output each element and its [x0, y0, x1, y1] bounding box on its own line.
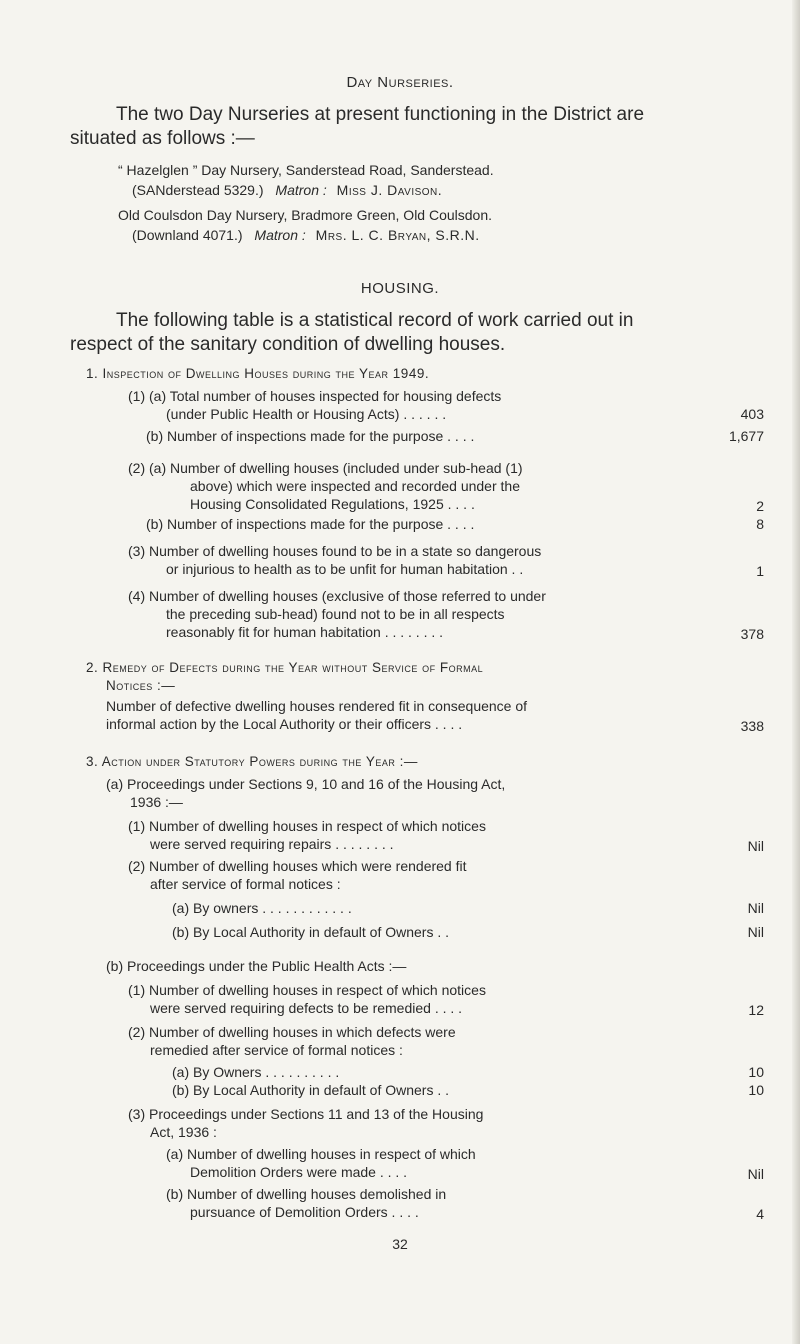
nursery-2-telephone: (Downland 4071.)	[132, 227, 243, 243]
s1-item1a-line1: (1) (a) Total number of houses inspected for housing defects	[128, 388, 502, 404]
s1-item2a-line1: (2) (a) Number of dwelling houses (included under sub-head (1)	[128, 460, 523, 476]
s3a-item2a-value: Nil	[747, 900, 764, 916]
s3b-item3-line1: (3) Proceedings under Sections 11 and 13 of the Housing	[128, 1106, 484, 1122]
s3b-item2-line1: (2) Number of dwelling houses in which defects were	[128, 1024, 456, 1040]
s3b-item1-line1: (1) Number of dwelling houses in respect of which notices	[128, 982, 486, 998]
s1-item2a-line3: Housing Consolidated Regulations, 1925 . . . .	[190, 496, 475, 512]
s2-value: 338	[740, 718, 764, 734]
s1-item4-line3: reasonably fit for human habitation . . . . . . . .	[166, 624, 444, 640]
s1-item3-value: 1	[756, 563, 764, 579]
section-2-title-line1: 2. Remedy of Defects during the Year without Service of Formal	[86, 660, 484, 675]
s3b-item3-line2: Act, 1936 :	[150, 1124, 217, 1140]
s3a-item1-line1: (1) Number of dwelling houses in respect of which notices	[128, 818, 486, 834]
nursery-2-contact	[132, 227, 480, 243]
s3b-item3b-line2: pursuance of Demolition Orders . . . .	[190, 1204, 419, 1220]
s3b-item2-line2: remedied after service of formal notices :	[150, 1042, 403, 1058]
s3b-item2a-value: 10	[748, 1064, 764, 1080]
s3b-line1: (b) Proceedings under the Public Health Acts :—	[106, 958, 407, 974]
s3b-item3b-value: 4	[756, 1206, 764, 1222]
nursery-1-matron-name: Miss J. Davison.	[336, 182, 443, 198]
section-1-title: 1. Inspection of Dwelling Houses during the Year 1949.	[86, 366, 430, 381]
s1-item4-value: 378	[740, 626, 764, 642]
housing-intro-line2: respect of the sanitary condition of dwelling houses.	[70, 334, 506, 355]
s1-item2a-line2: above) which were inspected and recorded under the	[190, 478, 520, 494]
s3a-item1-line2: were served requiring repairs . . . . . . . .	[150, 836, 394, 852]
s1-item4-line2: the preceding sub-head) found not to be in all respects	[166, 606, 505, 622]
section-2-title-line2: Notices :—	[106, 678, 176, 693]
s3a-line2: 1936 :—	[130, 794, 183, 810]
s1-item3-line1: (3) Number of dwelling houses found to be in a state so dangerous	[128, 543, 542, 559]
s3a-item1-value: Nil	[747, 838, 764, 854]
s1-item1b-value: 1,677	[728, 428, 764, 444]
s1-item1a-value: 403	[740, 406, 764, 422]
s1-item2a-value: 2	[756, 498, 764, 514]
s3a-line1: (a) Proceedings under Sections 9, 10 and 16 of the Housing Act,	[106, 776, 506, 792]
s3a-item2b-line: (b) By Local Authority in default of Owners . .	[172, 924, 450, 940]
s1-item2b-line1: (b) Number of inspections made for the purpose . . . .	[146, 516, 475, 532]
s3b-item3a-line1: (a) Number of dwelling houses in respect of which	[166, 1146, 476, 1162]
nursery-1-matron-label: Matron :	[275, 182, 327, 198]
s1-item1a-line2: (under Public Health or Housing Acts) . . . . . .	[166, 406, 447, 422]
nursery-2-address: Old Coulsdon Day Nursery, Bradmore Green, Old Coulsdon.	[118, 207, 493, 223]
nursery-1-contact	[132, 182, 442, 198]
s3b-item2b-value: 10	[748, 1082, 764, 1098]
s3b-item1-value: 12	[748, 1002, 764, 1018]
page-number: 32	[392, 1236, 408, 1252]
s3b-item3b-line1: (b) Number of dwelling houses demolished in	[166, 1186, 447, 1202]
day-nurseries-heading: Day Nurseries.	[346, 74, 454, 91]
housing-intro-line1: The following table is a statistical record of work carried out in	[116, 310, 634, 331]
s1-item4-line1: (4) Number of dwelling houses (exclusive of those referred to under	[128, 588, 546, 604]
nurseries-intro-line1: The two Day Nurseries at present functioning in the District are	[116, 104, 645, 125]
s1-item1b-line1: (b) Number of inspections made for the purpose . . . .	[146, 428, 475, 444]
s3a-item2a-line: (a) By owners . . . . . . . . . . . .	[172, 900, 352, 916]
s3a-item2-line2: after service of formal notices :	[150, 876, 341, 892]
s3b-item3a-value: Nil	[747, 1166, 764, 1182]
s3a-item2b-value: Nil	[747, 924, 764, 940]
s2-line1: Number of defective dwelling houses rendered fit in consequence of	[106, 698, 528, 714]
s1-item3-line2: or injurious to health as to be unfit for human habitation . .	[166, 561, 524, 577]
page-edge-shadow	[792, 0, 800, 1344]
nursery-1-address: “ Hazelglen ” Day Nursery, Sanderstead Road, Sanderstead.	[118, 162, 494, 178]
section-3-title: 3. Action under Statutory Powers during the Year :—	[86, 754, 418, 769]
nurseries-intro-line2: situated as follows :—	[70, 128, 255, 149]
nursery-1-telephone: (SANderstead 5329.)	[132, 182, 264, 198]
s3b-item2b-line: (b) By Local Authority in default of Owners . .	[172, 1082, 450, 1098]
housing-heading: HOUSING.	[360, 280, 440, 297]
s3b-item3a-line2: Demolition Orders were made . . . .	[190, 1164, 408, 1180]
nursery-2-matron-label: Matron :	[254, 227, 306, 243]
s1-item2b-value: 8	[756, 516, 764, 532]
s2-line2: informal action by the Local Authority or their officers . . . .	[106, 716, 463, 732]
s3b-item1-line2: were served requiring defects to be remedied . . . .	[150, 1000, 463, 1016]
nursery-2-matron-name: Mrs. L. C. Bryan, S.R.N.	[315, 227, 480, 243]
s3b-item2a-line: (a) By Owners . . . . . . . . . .	[172, 1064, 340, 1080]
s3a-item2-line1: (2) Number of dwelling houses which were rendered fit	[128, 858, 467, 874]
